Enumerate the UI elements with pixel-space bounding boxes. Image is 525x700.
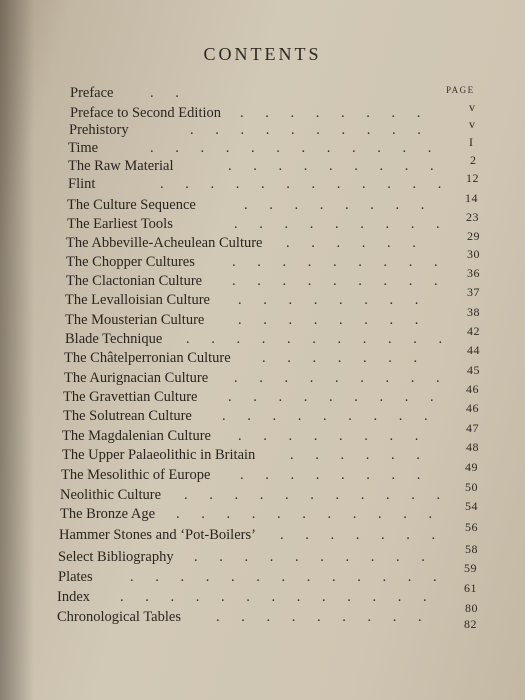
dot-leader: . . . . . . (286, 235, 416, 251)
page-title: CONTENTS (203, 44, 322, 64)
dot-leader: . . (150, 85, 179, 101)
toc-entry[interactable] (0, 520, 525, 545)
toc-entry[interactable] (0, 210, 525, 234)
dot-leader: . . . . . . . . . . . . . (120, 589, 427, 605)
toc-entry-title: The Upper Palaeolithic in Britain (62, 447, 256, 463)
toc-entry[interactable] (0, 542, 525, 567)
dot-leader: . . . . . . . . (238, 428, 419, 444)
toc-entry-page: 58 (465, 542, 478, 556)
toc-entry-page: 56 (465, 520, 478, 534)
toc-entry[interactable] (0, 581, 525, 607)
toc-entry-page: 49 (465, 460, 478, 474)
toc-entry[interactable] (0, 382, 525, 407)
toc-entry[interactable] (0, 401, 525, 426)
toc-entry[interactable] (0, 561, 525, 587)
dot-leader: . . . . . . . . . . (190, 122, 421, 138)
toc-entry-title: Neolithic Culture (60, 487, 162, 503)
toc-entry[interactable] (0, 135, 525, 158)
dot-leader: . . . . . . . . . (222, 408, 428, 424)
dot-leader: . . . . . . (290, 447, 420, 463)
toc-entry-page: 30 (467, 247, 480, 261)
dot-leader: . . . . . . . . . (234, 216, 440, 232)
toc-entry-title: Chronological Tables (57, 609, 181, 625)
dot-leader: . . . . . . . . (238, 292, 419, 308)
toc-entry-title: The Magdalenian Culture (62, 428, 211, 444)
toc-entry-page: 44 (467, 343, 480, 357)
toc-entry-title: Index (57, 589, 91, 605)
dot-leader: . . . . . . . . (240, 105, 421, 121)
toc-entry-title: The Mousterian Culture (65, 312, 205, 328)
toc-entry-title: The Culture Sequence (67, 197, 196, 213)
toc-entry-page: 82 (464, 617, 477, 631)
toc-entry-title: The Aurignacian Culture (64, 370, 209, 386)
toc-entry[interactable] (0, 421, 525, 446)
toc-entry-title: Prehistory (69, 122, 129, 138)
toc-entry-title: The Levalloisian Culture (65, 292, 210, 308)
toc-entry-page: 61 (464, 581, 477, 595)
toc-entry-title: The Clactonian Culture (66, 273, 203, 289)
toc-entry-title: The Abbeville-Acheulean Culture (66, 235, 263, 251)
toc-entry[interactable] (0, 499, 525, 524)
toc-entry[interactable] (0, 363, 525, 388)
dot-leader: . . . . . . . . . . . (176, 506, 433, 522)
toc-entry-page: 50 (465, 480, 478, 494)
toc-entry[interactable] (0, 266, 525, 291)
toc-entry[interactable] (0, 247, 525, 272)
toc-entry-title: The Bronze Age (60, 506, 156, 522)
toc-entry-title: Select Bibliography (58, 549, 174, 565)
toc-entry-page: 38 (467, 305, 480, 319)
dot-leader: . . . . . . . . . (228, 158, 434, 174)
toc-entry-page: I (469, 135, 474, 149)
toc-entry[interactable] (0, 191, 525, 215)
toc-entry-title: The Raw Material (68, 158, 174, 174)
toc-entry-title: The Solutrean Culture (63, 408, 192, 424)
toc-entry-title: Preface (70, 85, 114, 101)
toc-entry-title: Hammer Stones and ‘Pot-Boilers’ (59, 527, 256, 543)
dot-leader: . . . . . . . . (244, 197, 425, 213)
dot-leader: . . . . . . . . . (232, 273, 438, 289)
dot-leader: . . . . . . . . . . . . (160, 176, 442, 192)
dot-leader: . . . . . . . (280, 527, 436, 543)
toc-entry[interactable] (0, 285, 525, 310)
toc-entry-page: 45 (467, 363, 480, 377)
dot-leader: . . . . . . . . (240, 467, 421, 483)
dot-leader: . . . . . . . . . (232, 254, 438, 270)
toc-entry-title: Preface to Second Edition (70, 105, 221, 121)
dot-leader: . . . . . . . . . (234, 370, 440, 386)
toc-entry-title: The Chopper Cultures (66, 254, 195, 270)
toc-entry[interactable] (0, 83, 525, 103)
dot-leader: . . . . . . . . . . . (184, 487, 441, 503)
toc-entry-page: 2 (470, 153, 477, 167)
toc-entry[interactable] (0, 460, 525, 485)
toc-entry-page: 54 (465, 499, 478, 513)
toc-entry-page: 47 (466, 421, 479, 435)
toc-entry-page: 29 (467, 229, 480, 243)
dot-leader: . . . . . . . . . . . . . (130, 569, 437, 585)
toc-entry[interactable] (0, 480, 525, 505)
toc-entry-title: Time (68, 140, 99, 156)
toc-entry-page: 12 (466, 171, 479, 185)
toc-entry[interactable] (0, 117, 525, 140)
toc-entry-page: v (469, 100, 476, 114)
dot-leader: . . . . . . . . (238, 312, 419, 328)
toc-entry[interactable] (0, 343, 525, 368)
toc-entry-title: Blade Technique (65, 331, 163, 347)
toc-entry-page: 14 (465, 191, 478, 205)
toc-entry-title: The Gravettian Culture (63, 389, 198, 405)
toc-entry-page: 59 (464, 561, 477, 575)
dot-leader: . . . . . . . . . . . (186, 331, 443, 347)
dot-leader: . . . . . . . . . (228, 389, 434, 405)
toc-entry[interactable] (0, 440, 525, 465)
toc-entry-title: Flint (68, 176, 96, 192)
toc-entry[interactable] (0, 305, 525, 330)
dot-leader: . . . . . . . . . . (194, 549, 425, 565)
toc-entry-page: 37 (467, 285, 480, 299)
toc-entry-title: Plates (58, 569, 93, 585)
toc-entry-page: 36 (467, 266, 480, 280)
dot-leader: . . . . . . . (262, 350, 418, 366)
toc-entry-page: 80 (465, 601, 478, 615)
toc-entry-page: 48 (466, 440, 479, 454)
page-column-header: PAGE (446, 85, 475, 95)
toc-entry-page: 23 (466, 210, 479, 224)
toc-entry-title: The Châtelperronian Culture (64, 350, 231, 366)
toc-entry[interactable] (0, 171, 525, 194)
toc-entry-page: v (469, 117, 476, 131)
toc-entry[interactable] (0, 324, 525, 349)
toc-entry-page: 46 (466, 401, 479, 415)
dot-leader: . . . . . . . . . . . . (150, 140, 432, 156)
toc-entry-title: The Earliest Tools (67, 216, 173, 232)
toc-entry-title: The Mesolithic of Europe (61, 467, 211, 483)
toc-entry[interactable] (0, 153, 525, 176)
toc-entry-page: 42 (467, 324, 480, 338)
dot-leader: . . . . . . . . . (216, 609, 422, 625)
toc-entry-page: 46 (466, 382, 479, 396)
toc-entry[interactable] (0, 229, 525, 253)
